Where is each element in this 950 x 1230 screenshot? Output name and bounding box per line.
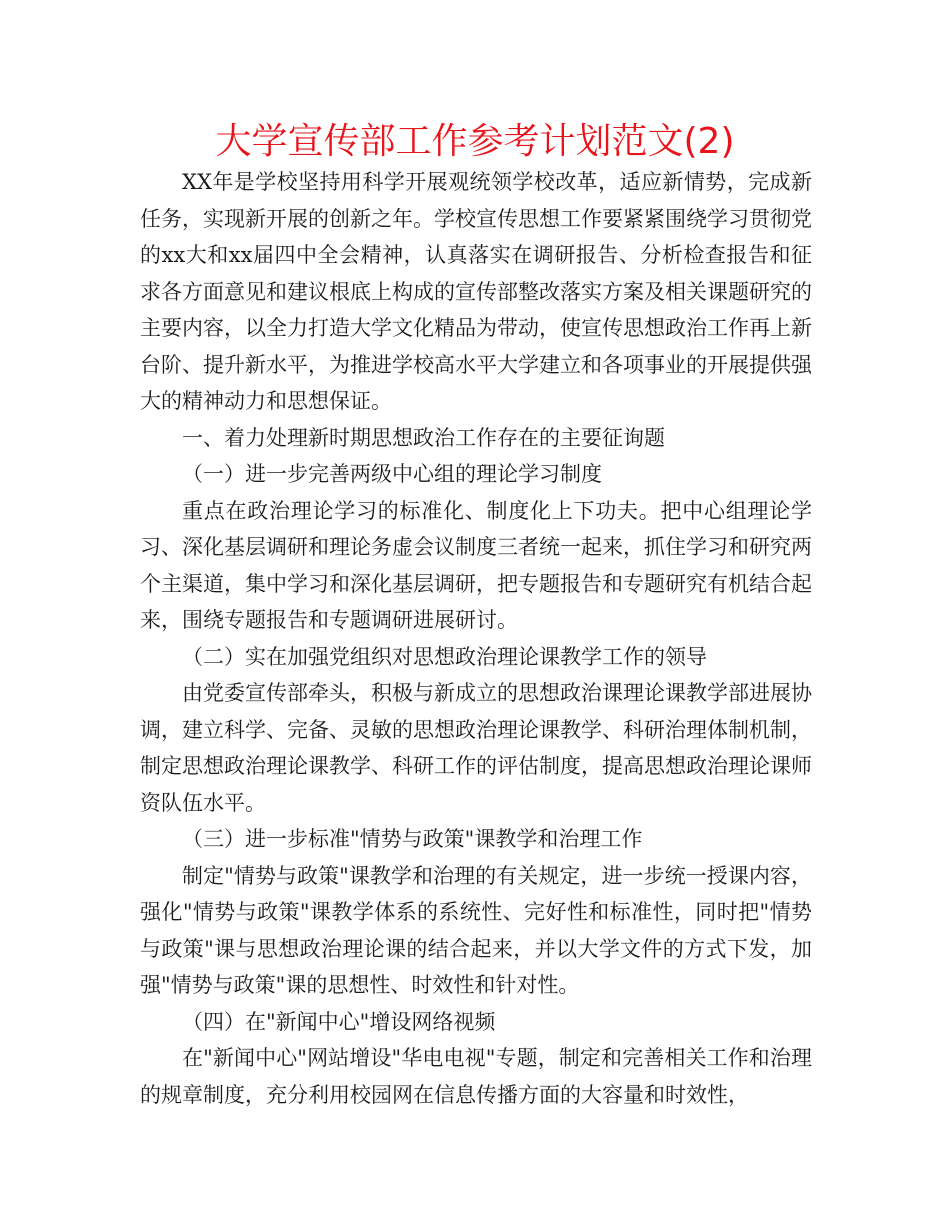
- paragraph-news-video: 在"新闻中心"网站增设"华电电视"专题，制定和完善相关工作和治理的规章制度，充分利用校园网在信息传播方面的大容量和时效性，: [140, 1046, 812, 1107]
- section-heading-1: 一、着力处理新时期思想政治工作存在的主要征询题: [182, 425, 665, 450]
- subsection-heading-4: （四）在"新闻中心"增设网络视频: [182, 1009, 496, 1034]
- subsection-heading-1: （一）进一步完善两级中心组的理论学习制度: [182, 462, 602, 486]
- subsection-heading-3: （三）进一步标准"情势与政策"课教学和治理工作: [182, 827, 643, 851]
- paragraph-situation-policy: 制定"情势与政策"课教学和治理的有关规定，进一步统一授课内容，强化"情势与政策"课教学体系的系统性、完好性和标准性，同时把"情势与政策"课与思想政治理论课的结合起来，并以大学文件的方式下发，加强"情势与政策"课的思想性、时效性和针对性。: [140, 863, 812, 997]
- paragraph-theory-study: 重点在政治理论学习的标准化、制度化上下功夫。把中心组理论学习、深化基层调研和理论务虚会议制度三者统一起来，抓住学习和研究两个主渠道，集中学习和深化基层调研，把专题报告和专题研究有机结合起来，围绕专题报告和专题调研进展研讨。: [140, 498, 812, 632]
- paragraph-party-leadership: 由党委宣传部牵头，积极与新成立的思想政治课理论课教学部进展协调，建立科学、完备、灵敏的思想政治理论课教学、科研治理体制机制，制定思想政治理论课教学、科研工作的评估制度，提高思想政治理论课师资队伍水平。: [140, 681, 812, 815]
- paragraph-intro: XX年是学校坚持用科学开展观统领学校改革，适应新情势，完成新任务，实现新开展的创新之年。学校宣传思想工作要紧紧围绕学习贯彻党的xx大和xx届四中全会精神，认真落实在调研报告、分析检查报告和征求各方面意见和建议根底上构成的宣传部整改落实方案及相关课题研究的主要内容，以全力打造大学文化精品为带动，使宣传思想政治工作再上新台阶、提升新水平，为推进学校高水平大学建立和各项事业的开展提供强大的精神动力和思想保证。: [140, 170, 812, 413]
- document-title: 大学宣传部工作参考计划范文(2): [215, 121, 735, 162]
- subsection-heading-2: （二）实在加强党组织对思想政治理论课教学工作的领导: [182, 644, 707, 669]
- document-body: [140, 164, 812, 1113]
